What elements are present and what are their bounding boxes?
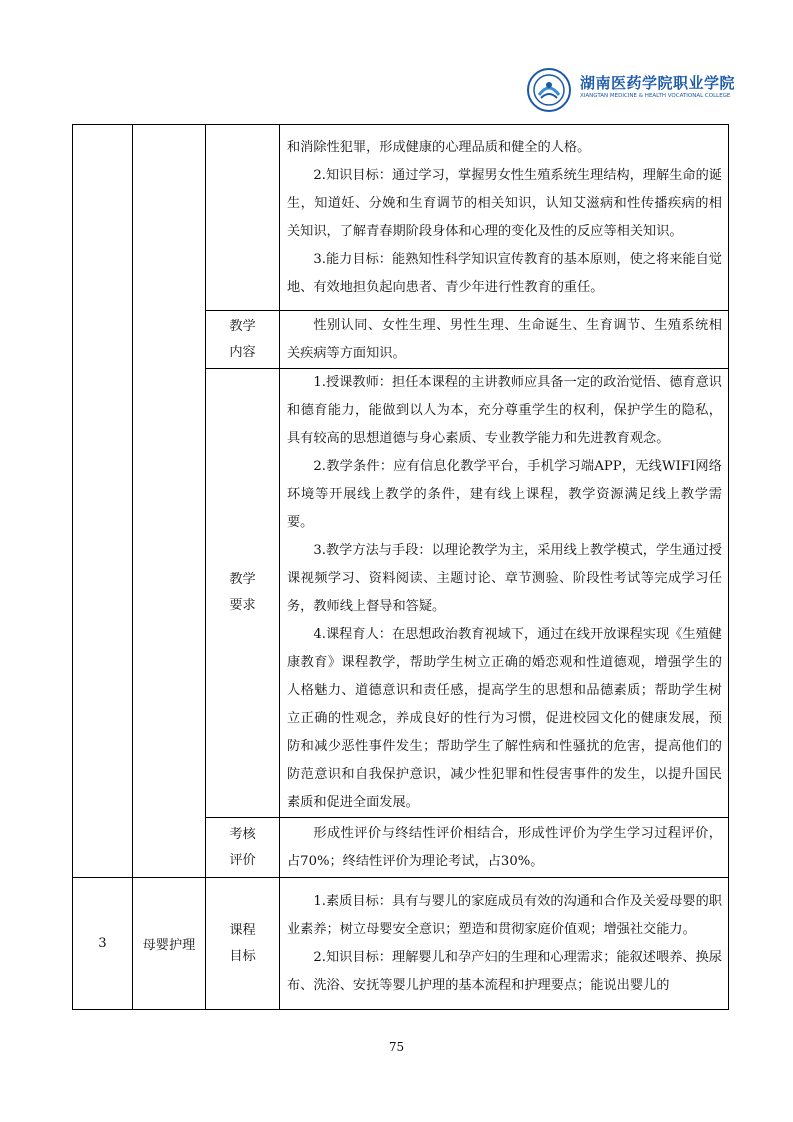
label-cell [206,369,280,818]
label-text: 考核 [229,826,256,842]
label-text: 要求 [229,598,256,613]
content-paragraph: 性别认同、女性生理、男性生理、生命诞生、生育调节、生殖系统相关疾病等方面知识。 [287,317,722,361]
label-text: 评价 [229,852,256,868]
course-goals-cell [280,878,729,1010]
goal-paragraph: 3.能力目标：能熟知性科学知识宣传教育的基本原则，使之将来能自觉地、有效地担负起向患者、青少年进行性教育的重任。 [287,251,722,295]
assessment-paragraph: 形成性评价与终结性评价相结合，形成性评价为学生学习过程评价，占70%；终结性评价为理论考试，占30%。 [287,825,722,869]
label-text: 课程 [229,922,256,938]
number-cell [73,125,133,878]
requirement-paragraph: 2.教学条件：应有信息化教学平台，手机学习端APP，无线WIFI网络环境等开展线上教学的条件，建有线上课程，教学资源满足线上教学需要。 [287,459,722,530]
college-name-en: XIANGTAN MEDICINE & HEALTH VOCATIONAL COLLEGE [580,93,731,99]
course-goals-cell [280,125,729,311]
requirement-paragraph: 4.课程育人：在思想政治教育视域下，通过在线开放课程实现《生殖健康教育》课程教学，帮助学生树立正确的婚恋观和性道德观，增强学生的人格魅力、道德意识和责任感，提高学生的思想和品德素质；帮助学生树立正确的性观念，养成良好的性行为习惯，促进校园文化的健康发展，预防和减少恶性事件发生；帮助学生了解性病和性骚扰的危害，提高他们的防范意识和自我保护意识，减少性犯罪和性侵害事件的发生，以提升国民素质和促进全面发展。 [287,627,722,810]
course-name-cell: 母婴护理 [133,878,206,1010]
requirement-paragraph: 3.教学方法与手段：以理论教学为主，采用线上教学模式，学生通过授课视频学习、资料阅读、主题讨论、章节测验、阶段性考试等完成学习任务，教师线上督导和答疑。 [287,543,722,614]
course-table [72,124,729,1010]
college-logo [527,66,736,116]
label-text: 教学 [229,572,256,587]
requirement-paragraph: 1.授课教师：担任本课程的主讲教师应具备一定的政治觉悟、德育意识和德育能力，能做到以人为本，充分尊重学生的权利，保护学生的隐私，具有较高的思想道德与身心素质、专业教学能力和先进教育观念。 [287,375,722,446]
label-text: 目标 [229,948,256,964]
label-text: 教学 [229,318,256,334]
assessment-cell [280,818,729,878]
label-cell [206,311,280,369]
course-name-cell [133,125,206,878]
college-emblem-icon [527,68,571,112]
content-cell [280,311,729,369]
college-name-cn: 湖南医药学院职业学院 [580,74,736,92]
page-number: 75 [388,1040,405,1054]
requirements-cell [280,369,729,818]
goal-paragraph: 和消除性犯罪，形成健康的心理品质和健全的人格。 [287,139,591,155]
goal-paragraph: 1.素质目标：具有与婴儿的家庭成员有效的沟通和合作及关爱母婴的职业素养；树立母婴安全意识；塑造和贯彻家庭价值观；增强社交能力。 [287,893,722,937]
label-cell [206,125,280,311]
goal-paragraph: 2.知识目标：通过学习，掌握男女性生殖系统生理结构，理解生命的诞生，知道妊、分娩和生育调节的相关知识，认知艾滋病和性传播疾病的相关知识，了解青春期阶段身体和心理的变化及性的反应等相关知识。 [287,167,722,239]
number-cell: 3 [73,878,133,1010]
label-text: 内容 [229,344,256,360]
goal-paragraph: 2.知识目标：理解婴儿和孕产妇的生理和心理需求；能叙述喂养、换尿布、洗浴、安抚等婴儿护理的基本流程和护理要点；能说出婴儿的 [287,949,722,993]
table-row [73,878,729,1010]
label-cell [206,818,280,878]
table-row [73,125,729,311]
label-cell [206,878,280,1010]
